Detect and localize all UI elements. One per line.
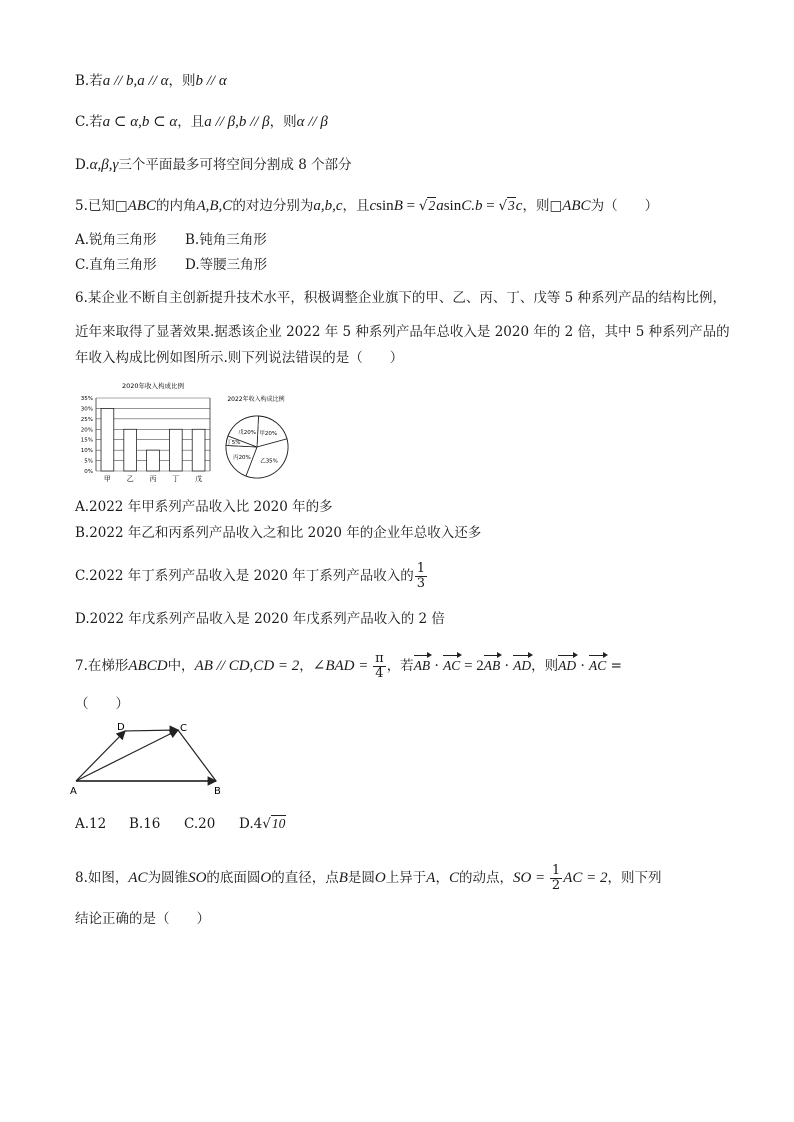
q8-stem-line2: 结论正确的是（ ） (75, 911, 210, 927)
label: D. (75, 157, 90, 173)
numerator: 1 (416, 561, 426, 576)
math: a // b,a // α (102, 73, 169, 89)
y-tick-label: 0% (84, 469, 93, 475)
trapezoid-figure (68, 718, 228, 798)
q7-stem (75, 652, 622, 681)
text: 8.如图， (75, 870, 129, 886)
math: ABC (562, 198, 591, 214)
math: a ⊂ α,b ⊂ α (102, 114, 178, 130)
q8-stem (75, 864, 662, 893)
text: ，则□ (522, 198, 563, 214)
pie-label: 丁5% (226, 440, 241, 447)
text: 为圆锥 (147, 870, 189, 886)
x-tick-label: 戊 (195, 475, 203, 483)
x-tick-label: 丁 (172, 475, 180, 483)
vector-ac (76, 730, 178, 781)
q4-option-b (75, 71, 227, 91)
math: a,b,c (313, 198, 343, 214)
option-b: B.16 (129, 816, 161, 832)
q6-stem-line2: 近年来取得了显著效果.据悉该企业 2022 年 5 种系列产品年总收入是 2020 年的 2 倍，其中 5 种系列产品的 (75, 324, 730, 340)
dot: · (500, 658, 514, 674)
vector-ad (76, 731, 125, 781)
text: ，且 (342, 198, 370, 214)
math: O (374, 870, 386, 886)
math: sin (376, 198, 394, 214)
math: c (515, 198, 523, 214)
option-b: B.钝角三角形 (185, 232, 267, 248)
text: 三个平面最多可将空间分割成 8 个部分 (118, 157, 352, 173)
math: C (448, 870, 459, 886)
label: C.若 (75, 114, 103, 130)
math: c (369, 198, 377, 214)
math: ABCD (128, 658, 168, 674)
y-tick-label: 30% (80, 406, 93, 413)
bar-戊 (192, 429, 205, 471)
y-tick-label: 15% (80, 437, 93, 444)
text: ，则 (269, 114, 297, 130)
label-a: A (70, 786, 77, 797)
text: ，则 (531, 658, 559, 674)
dot: · (430, 658, 444, 674)
text: ，则下列 (607, 870, 662, 886)
dot: · (576, 658, 590, 674)
q5-options-row1 (75, 230, 267, 250)
text: 上异于 (385, 870, 427, 886)
math: α // β (296, 114, 328, 130)
math: A,B,C (196, 198, 233, 214)
q4-option-c (75, 112, 328, 132)
fraction (373, 652, 386, 681)
q6-option-b: B.2022 年乙和丙系列产品收入之和比 2020 年的企业年总收入还多 (75, 525, 482, 541)
math: b // α (195, 73, 227, 89)
text: 5.已知□ (75, 198, 128, 214)
y-tick-label: 35% (80, 396, 93, 402)
x-tick-label: 乙 (126, 475, 134, 483)
q7-paren: （ ） (75, 696, 129, 712)
q7-options (75, 814, 286, 834)
numerator: π (375, 651, 384, 666)
edge-cb (178, 730, 216, 781)
math: B (393, 198, 403, 214)
math: = (402, 198, 419, 214)
q4-option-d (75, 155, 352, 175)
numerator: 1 (551, 863, 561, 878)
pie-label: 戊20% (238, 429, 257, 436)
label: B.若 (75, 73, 103, 89)
label-c: C (180, 723, 187, 734)
math: AC (128, 870, 148, 886)
math: = (606, 658, 622, 674)
label-d: D (117, 722, 125, 733)
option-a: A.12 (75, 816, 107, 832)
denominator: 4 (375, 666, 384, 681)
q6-stem-line3: 年收入构成比例如图所示.则下列说法错误的是（ ） (75, 350, 404, 366)
vector: AC (443, 656, 460, 676)
text: 7.在梯形 (75, 658, 129, 674)
q6-option-c (75, 562, 428, 591)
fraction (415, 562, 427, 591)
text: ，且 (177, 114, 205, 130)
math: SO = (512, 870, 549, 886)
sqrt: 2 (428, 198, 436, 213)
vector: AB (414, 656, 431, 676)
math: O (260, 870, 272, 886)
option-d: D.4√10 (239, 816, 286, 832)
math: = (482, 198, 499, 214)
sqrt: 3 (508, 198, 515, 213)
math: C.b (461, 198, 483, 214)
fraction (550, 864, 562, 893)
x-tick-label: 甲 (103, 475, 111, 483)
text: 是圆 (347, 870, 375, 886)
q5-stem: 5.已知□ABC的内角A,B,C的对边分别为a,b,c，且csinB = √2asinC.b = √3c，则□ABC为（ ） (75, 198, 659, 214)
q6-option-d: D.2022 年戊系列产品收入是 2020 年戊系列产品收入的 2 倍 (75, 611, 445, 627)
bar-丙 (147, 450, 160, 471)
pie-label: 甲20% (259, 431, 278, 438)
pie-label: 乙35% (260, 458, 278, 465)
math: SO (188, 870, 207, 886)
vector: AB (484, 656, 501, 676)
sqrt: 10 (271, 816, 286, 831)
math: AB // CD,CD = 2 (194, 658, 300, 674)
pie-chart-2022 (222, 392, 294, 492)
math: sin (443, 198, 462, 214)
text: 的动点， (458, 870, 513, 886)
text: 的对边分别为 (232, 198, 314, 214)
text: C.2022 年丁系列产品收入是 2020 年丁系列产品收入的 (75, 568, 414, 584)
math: a // β,b // β (204, 114, 270, 130)
pie-chart-title: 2022年收入构成比例 (227, 396, 285, 403)
option-a: A.锐角三角形 (75, 232, 157, 248)
pie-label: 丙20% (233, 454, 251, 461)
text: ， (299, 658, 313, 674)
bar-甲 (101, 408, 114, 471)
vector: AD (513, 656, 531, 676)
y-tick-label: 25% (80, 416, 93, 423)
math: a (436, 198, 444, 214)
math: ∠BAD = (312, 658, 373, 674)
text: 的内角 (155, 198, 197, 214)
math: AC = 2 (563, 870, 608, 886)
text: 中， (167, 658, 195, 674)
vector: AC (589, 656, 606, 676)
denominator: 2 (551, 878, 561, 893)
text: 为（ ） (590, 198, 659, 214)
text: D.4 (239, 816, 263, 832)
bar-chart-title: 2020年收入构成比例 (121, 382, 185, 390)
text: ，则 (168, 73, 196, 89)
label-b: B (214, 786, 221, 797)
math: ABC (127, 198, 156, 214)
math: B (338, 870, 348, 886)
math: = 2 (460, 658, 484, 674)
text: ，若 (386, 658, 414, 674)
q6-stem-line1: 6.某企业不断自主创新提升技术水平，积极调整企业旗下的甲、乙、丙、丁、戊等 5 种系列产品的结构比例， (75, 290, 727, 306)
vector: AD (558, 656, 576, 676)
q6-option-a: A.2022 年甲系列产品收入比 2020 年的多 (75, 499, 333, 515)
option-c: C.20 (184, 816, 216, 832)
bar-chart-2020 (70, 378, 220, 490)
option-d: D.等腰三角形 (185, 257, 268, 273)
q5-options-row2 (75, 255, 267, 275)
text: ， (435, 870, 449, 886)
bar-乙 (124, 429, 137, 471)
text: 的底面圆 (206, 870, 261, 886)
option-c: C.直角三角形 (75, 257, 157, 273)
math: α,β,γ (89, 157, 119, 173)
math: A (426, 870, 436, 886)
vector-dc (125, 730, 178, 731)
y-tick-label: 20% (80, 427, 93, 434)
denominator: 3 (416, 576, 426, 591)
y-tick-label: 5% (84, 458, 93, 465)
x-tick-label: 丙 (149, 475, 157, 483)
y-tick-label: 10% (80, 448, 93, 455)
text: 的直径，点 (271, 870, 339, 886)
bar-丁 (169, 429, 182, 471)
